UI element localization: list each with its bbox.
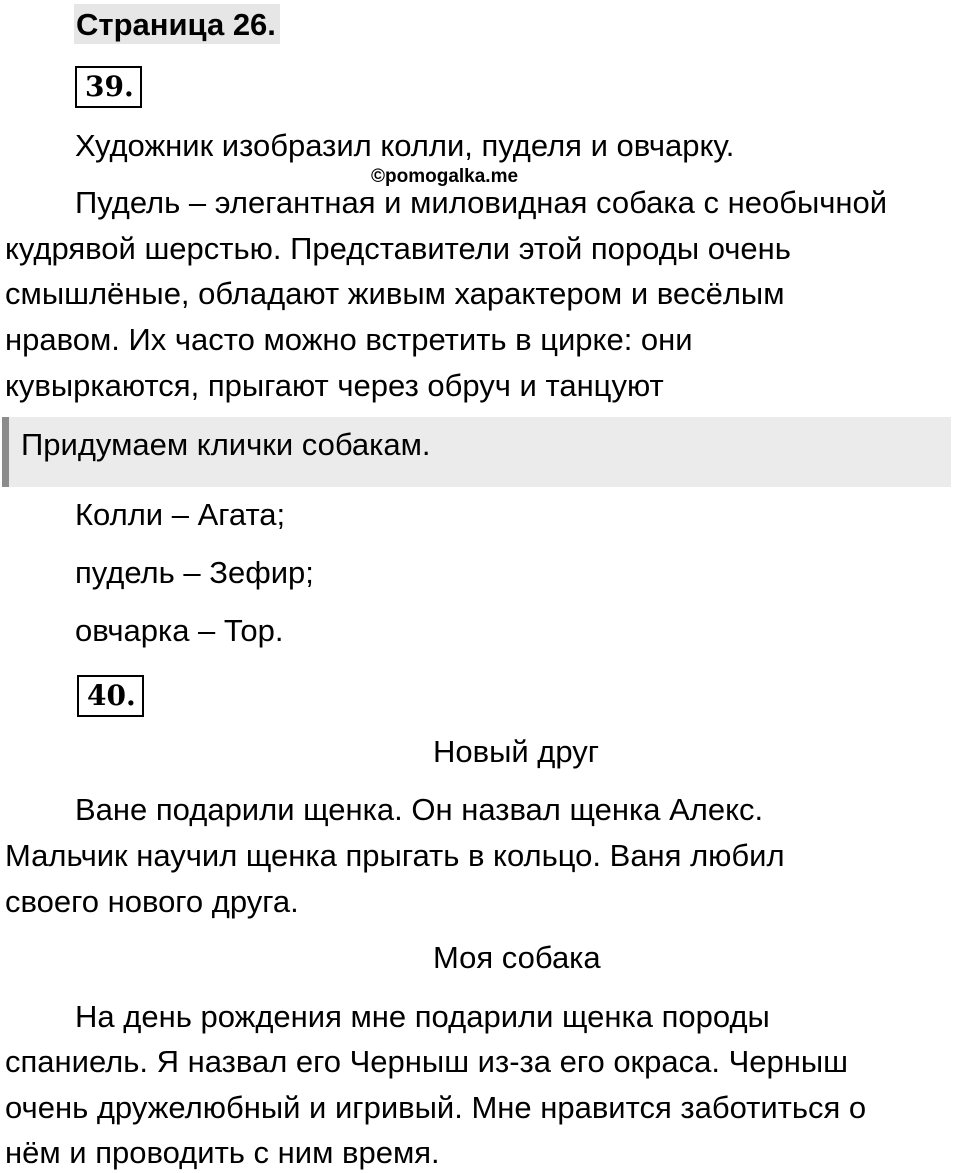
paragraph-poodle-line: смышлёные, обладают живым характером и весёлым bbox=[5, 276, 785, 311]
exercise-number-39: 39. bbox=[75, 66, 142, 108]
paragraph-poodle-line: нравом. Их часто можно встретить в цирке: они bbox=[5, 322, 693, 357]
story-line: На день рождения мне подарили щенка породы bbox=[75, 999, 770, 1034]
task-highlight bbox=[2, 417, 951, 487]
watermark: ©pomogalka.me bbox=[371, 166, 519, 187]
dog-name-item: Колли – Агата; bbox=[75, 497, 286, 532]
story-line: Мальчик научил щенка прыгать в кольцо. Ваня любил bbox=[5, 838, 785, 873]
story-title-new-friend: Новый друг bbox=[433, 734, 600, 769]
story-line: спаниель. Я назвал его Черныш из-за его окраса. Черныш bbox=[5, 1044, 848, 1079]
exercise-number-40: 40. bbox=[77, 675, 144, 717]
story-line: очень дружелюбный и игривый. Мне нравится заботиться о bbox=[5, 1090, 867, 1125]
story-title-my-dog: Моя собака bbox=[433, 940, 601, 975]
task-text: Придумаем клички собакам. bbox=[21, 427, 431, 462]
paragraph-poodle-line: кудрявой шерстью. Представители этой породы очень bbox=[5, 231, 791, 266]
dog-name-item: овчарка – Тор. bbox=[75, 613, 284, 648]
paragraph-poodle-line: Пудель – элегантная и миловидная собака с необычной bbox=[75, 185, 888, 220]
paragraph-poodle-line: кувыркаются, прыгают через обруч и танцуют bbox=[5, 368, 664, 403]
dog-name-item: пудель – Зефир; bbox=[75, 555, 314, 590]
story-line: Ване подарили щенка. Он назвал щенка Алекс. bbox=[75, 792, 764, 827]
page-title: Страница 26. bbox=[74, 4, 280, 44]
paragraph-artist: Художник изобразил колли, пуделя и овчарку. bbox=[75, 128, 735, 163]
story-line: своего нового друга. bbox=[5, 884, 299, 919]
story-line: нём и проводить с ним время. bbox=[5, 1135, 440, 1170]
